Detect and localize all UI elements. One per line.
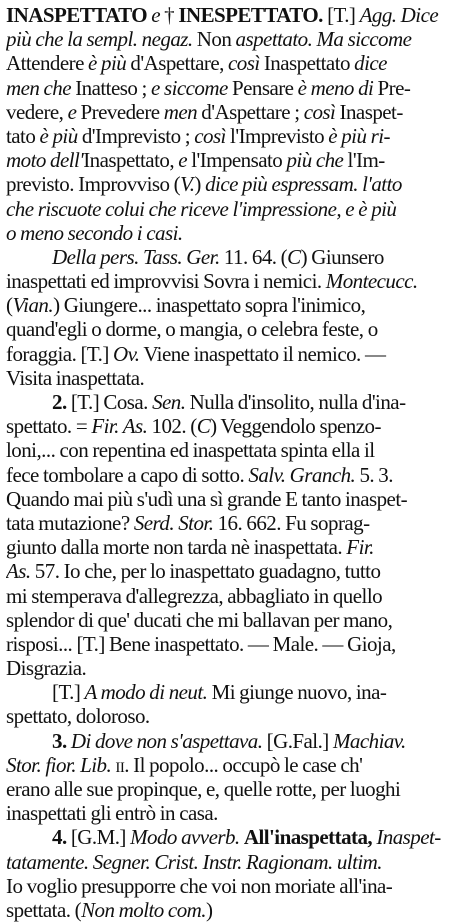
text-segment: più che la sempl. negaz. [6,27,193,52]
text-segment: Prevedere [76,99,164,124]
text-line [6,559,467,583]
text-segment: A modo di neut. [84,680,208,705]
text-segment: [G.Fal.] [262,728,333,753]
text-segment: INESPETTATO. [178,3,323,27]
text-line [6,317,467,341]
text-segment: dice più espressam. l'atto [205,172,402,197]
text-segment: men [163,99,198,124]
text-line [6,801,467,825]
text-segment: Sen. [152,390,186,414]
text-line [6,584,467,608]
text-segment: 4. [52,825,67,850]
text-segment: l'Im- [343,148,385,173]
text-segment: Io voglio presupporre che voi non moriate all'ina- [6,873,393,898]
text-line [6,414,467,438]
text-line [6,777,467,801]
text-segment: e [178,148,187,173]
text-segment: vedere, [6,99,68,124]
text-segment: d'Imprevisto ; [77,123,195,148]
text-segment: e siccome [151,75,228,100]
text-line [6,51,467,75]
text-line [6,438,467,462]
text-segment: è più [39,123,78,148]
text-line [6,100,467,124]
text-line [6,197,467,221]
text-segment: Della pers. Tass. Ger. [52,244,220,269]
text-segment: fece tombolare a capo di sotto. [6,462,249,487]
text-line [6,898,467,922]
text-segment: INASPETTATO [6,3,147,27]
text-segment: loni,... con repentina ed inaspettata spinta ella il [6,438,375,463]
text-segment: splendor di que' ducati che mi ballavan per mano, [6,607,393,632]
text-segment: erano alle sue propinque, e, quelle rotte, per luoghi [6,777,401,801]
text-segment: V. [180,172,195,197]
text-segment: tatamente. Segner. Crist. Instr. Ragionam. ultim. [6,849,382,874]
text-line [6,704,467,728]
text-segment: che riscuote colui che riceve l'impressione, e è più [6,196,397,221]
text-segment: Attendere [6,51,89,76]
text-line [6,632,467,656]
text-segment: ) Giungere... inaspettato sopra l'inimico, [53,293,366,318]
text-segment: ) [194,172,206,197]
text-segment: è meno di [297,75,374,100]
text-segment: inaspettati ed improvvisi Sovra i nemici. [6,269,326,294]
text-segment: spettato, doloroso. [6,704,150,729]
text-segment: Stor. fior. Lib. [6,752,112,777]
text-segment: ) Veggendolo spenzo- [210,414,381,439]
text-segment: Mi giunge nuovo, ina- [207,680,387,705]
text-segment: Ma siccome [316,27,412,52]
text-segment: è più [88,51,127,76]
text-line [6,535,467,559]
text-line [6,729,467,753]
text-segment: 57. Io che, per lo inaspettato guadagno, tutto [30,559,381,584]
text-segment: ) Giunsero [300,244,384,269]
text-line [6,293,467,317]
text-segment: Montecucc. [325,269,418,294]
text-segment: [T.] [52,680,85,705]
text-line [6,148,467,172]
text-segment: previsto. Improvviso ( [6,172,181,197]
text-segment: aspettato. [235,27,313,52]
text-segment: Inaspet- [335,99,403,124]
text-line [6,3,467,27]
text-segment: e [67,99,77,124]
text-segment: foraggia. [T.] [6,341,113,366]
text-line [6,342,467,366]
text-segment: Agg. Dice [359,3,439,27]
text-line [6,487,467,511]
text-segment: Machiav. [332,728,406,753]
text-line [6,366,467,390]
text-segment: Inatteso ; [71,75,151,100]
text-segment: 2. [52,390,67,414]
text-segment: Inaspettato, [83,148,179,173]
text-line [6,753,467,777]
text-segment: o meno secondo i casi. [6,220,183,245]
text-line [6,511,467,535]
text-line [6,874,467,898]
text-segment: Salv. Granch. [248,462,356,487]
text-segment: men che [6,75,72,100]
text-segment: Vian. [12,293,54,318]
text-segment: spettato. = [6,414,92,439]
text-segment: [T.] Cosa. [66,390,153,414]
text-line [6,172,467,196]
text-segment: Fir. As. [91,414,148,439]
text-line [6,269,467,293]
text-segment: C [196,414,211,439]
text-line [6,850,467,874]
text-segment: Quando mai più s'udì una sì grande E tanto inaspet- [6,486,408,511]
text-segment: moto dell' [6,148,84,173]
text-segment: più che [286,148,344,173]
text-segment: C [287,244,301,269]
text-segment: ( [6,293,13,318]
text-segment: Serd. Stor. [133,510,214,535]
text-line [6,76,467,100]
text-segment: Ov. [112,341,140,366]
text-segment: Il popolo... occupò le case ch' [128,752,363,777]
text-segment: 102. ( [147,414,197,439]
text-segment: d'Aspettare ; [197,99,304,124]
text-segment: Fir. [346,535,374,560]
text-segment: Di dove non s'aspettava. [70,728,263,753]
text-segment: [T.] [322,3,360,27]
text-segment: Pre- [373,75,411,100]
text-segment: l'Imprevisto [225,123,329,148]
text-segment: d'Aspettare, [126,51,228,76]
text-segment: mi stemperava d'allegrezza, abbagliato in quello [6,583,383,608]
text-segment: 3. [52,728,67,753]
text-segment: così [194,123,226,148]
text-line [6,463,467,487]
text-segment: quand'egli o dorme, o mangia, o celebra feste, o [6,317,378,342]
text-segment: ii. [115,752,129,777]
text-segment: tato [6,123,40,148]
text-segment: Inaspet- [376,825,441,850]
text-segment: All'inaspettata, [243,825,373,850]
text-segment: spettata. ( [6,897,82,922]
text-segment: Modo avverb. [130,825,240,850]
text-segment: tata mutazione? [6,510,134,535]
text-line [6,390,467,414]
text-line [6,608,467,632]
text-segment: 11. 64. ( [219,244,288,269]
text-line [6,825,467,849]
text-segment: inaspettati gli entrò in casa. [6,801,218,826]
text-segment: † [164,3,179,27]
text-line [6,680,467,704]
text-segment: Nulla d'insolito, nulla d'ina- [185,390,406,414]
text-segment: dice [354,51,387,76]
text-segment: risposi... [T.] Bene inaspettato. — Male. — Gioja, [6,631,396,656]
text-segment: Viene inaspettato il nemico. — [139,341,386,366]
text-segment: 5. 3. [355,462,393,487]
text-segment: l'Impensato [187,148,287,173]
text-segment: As. [6,559,31,584]
text-line [6,656,467,680]
text-line [6,124,467,148]
text-segment: [G.M.] [66,825,131,850]
text-segment: giunto dalla morte non tarda nè inaspettata. [6,535,347,560]
text-line [6,27,467,51]
text-segment: Disgrazia. [6,656,87,681]
text-line [6,245,467,269]
text-segment: Inaspettato [259,51,355,76]
text-segment: così [228,51,260,76]
text-segment: ) [205,897,213,922]
text-segment: Non [192,27,236,52]
text-segment: così [303,99,336,124]
text-segment: Pensare [227,75,298,100]
text-segment: è più ri- [328,123,390,148]
text-segment: Visita inaspettata. [6,365,145,390]
text-line [6,221,467,245]
text-segment: e [147,3,165,27]
text-segment: Non molto com. [81,897,206,922]
text-segment: 16. 662. Fu soprag- [213,510,370,535]
